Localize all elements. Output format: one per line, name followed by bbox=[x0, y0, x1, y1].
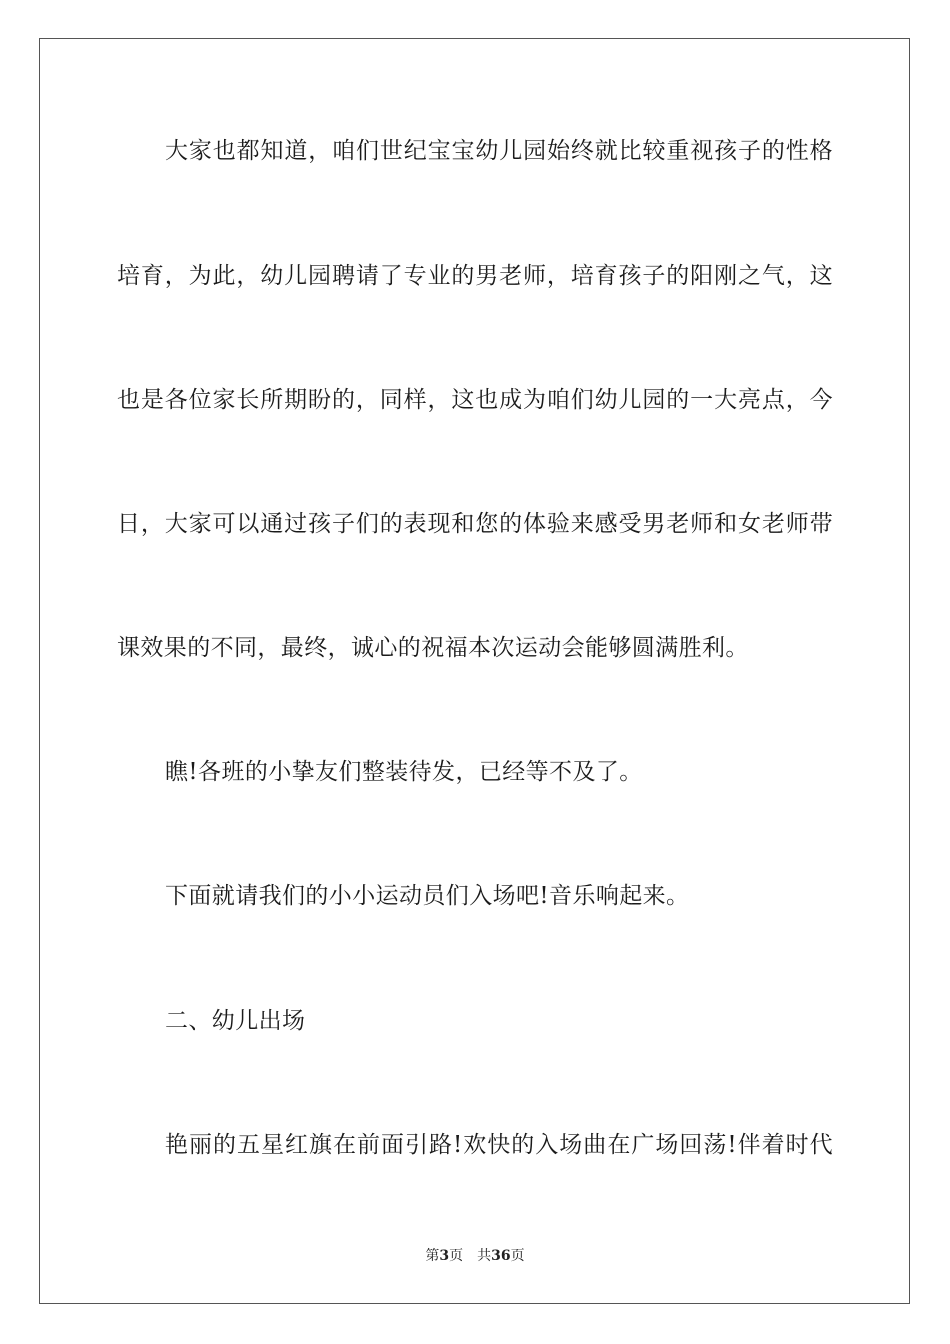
paragraph-line-1: 大家也都知道，咱们世纪宝宝幼儿园始终就比较重视孩子的性格 bbox=[165, 138, 833, 164]
total-label-prefix: 共 bbox=[477, 1248, 492, 1264]
page-label-prefix: 第 bbox=[425, 1248, 440, 1264]
section-heading: 二、幼儿出场 bbox=[165, 1008, 306, 1034]
page-label-suffix: 页 bbox=[449, 1248, 464, 1264]
paragraph-line-9: 艳丽的五星红旗在前面引路!欢快的入场曲在广场回荡!伴着时代 bbox=[165, 1132, 833, 1158]
paragraph-line-4: 日，大家可以通过孩子们的表现和您的体验来感受男老师和女老师带 bbox=[117, 511, 833, 537]
total-label-suffix: 页 bbox=[510, 1248, 525, 1264]
page-number: 3 bbox=[439, 1248, 450, 1264]
total-pages: 36 bbox=[491, 1248, 511, 1264]
page-border bbox=[39, 38, 910, 1304]
paragraph-line-3: 也是各位家长所期盼的，同样，这也成为咱们幼儿园的一大亮点，今 bbox=[117, 387, 833, 413]
page-footer bbox=[0, 1246, 950, 1266]
paragraph-line-6: 瞧!各班的小挚友们整装待发，已经等不及了。 bbox=[165, 759, 643, 785]
paragraph-line-5: 课效果的不同，最终，诚心的祝福本次运动会能够圆满胜利。 bbox=[117, 635, 749, 661]
paragraph-line-2: 培育，为此，幼儿园聘请了专业的男老师，培育孩子的阳刚之气，这 bbox=[117, 263, 833, 289]
paragraph-line-7: 下面就请我们的小小运动员们入场吧!音乐响起来。 bbox=[165, 883, 690, 909]
